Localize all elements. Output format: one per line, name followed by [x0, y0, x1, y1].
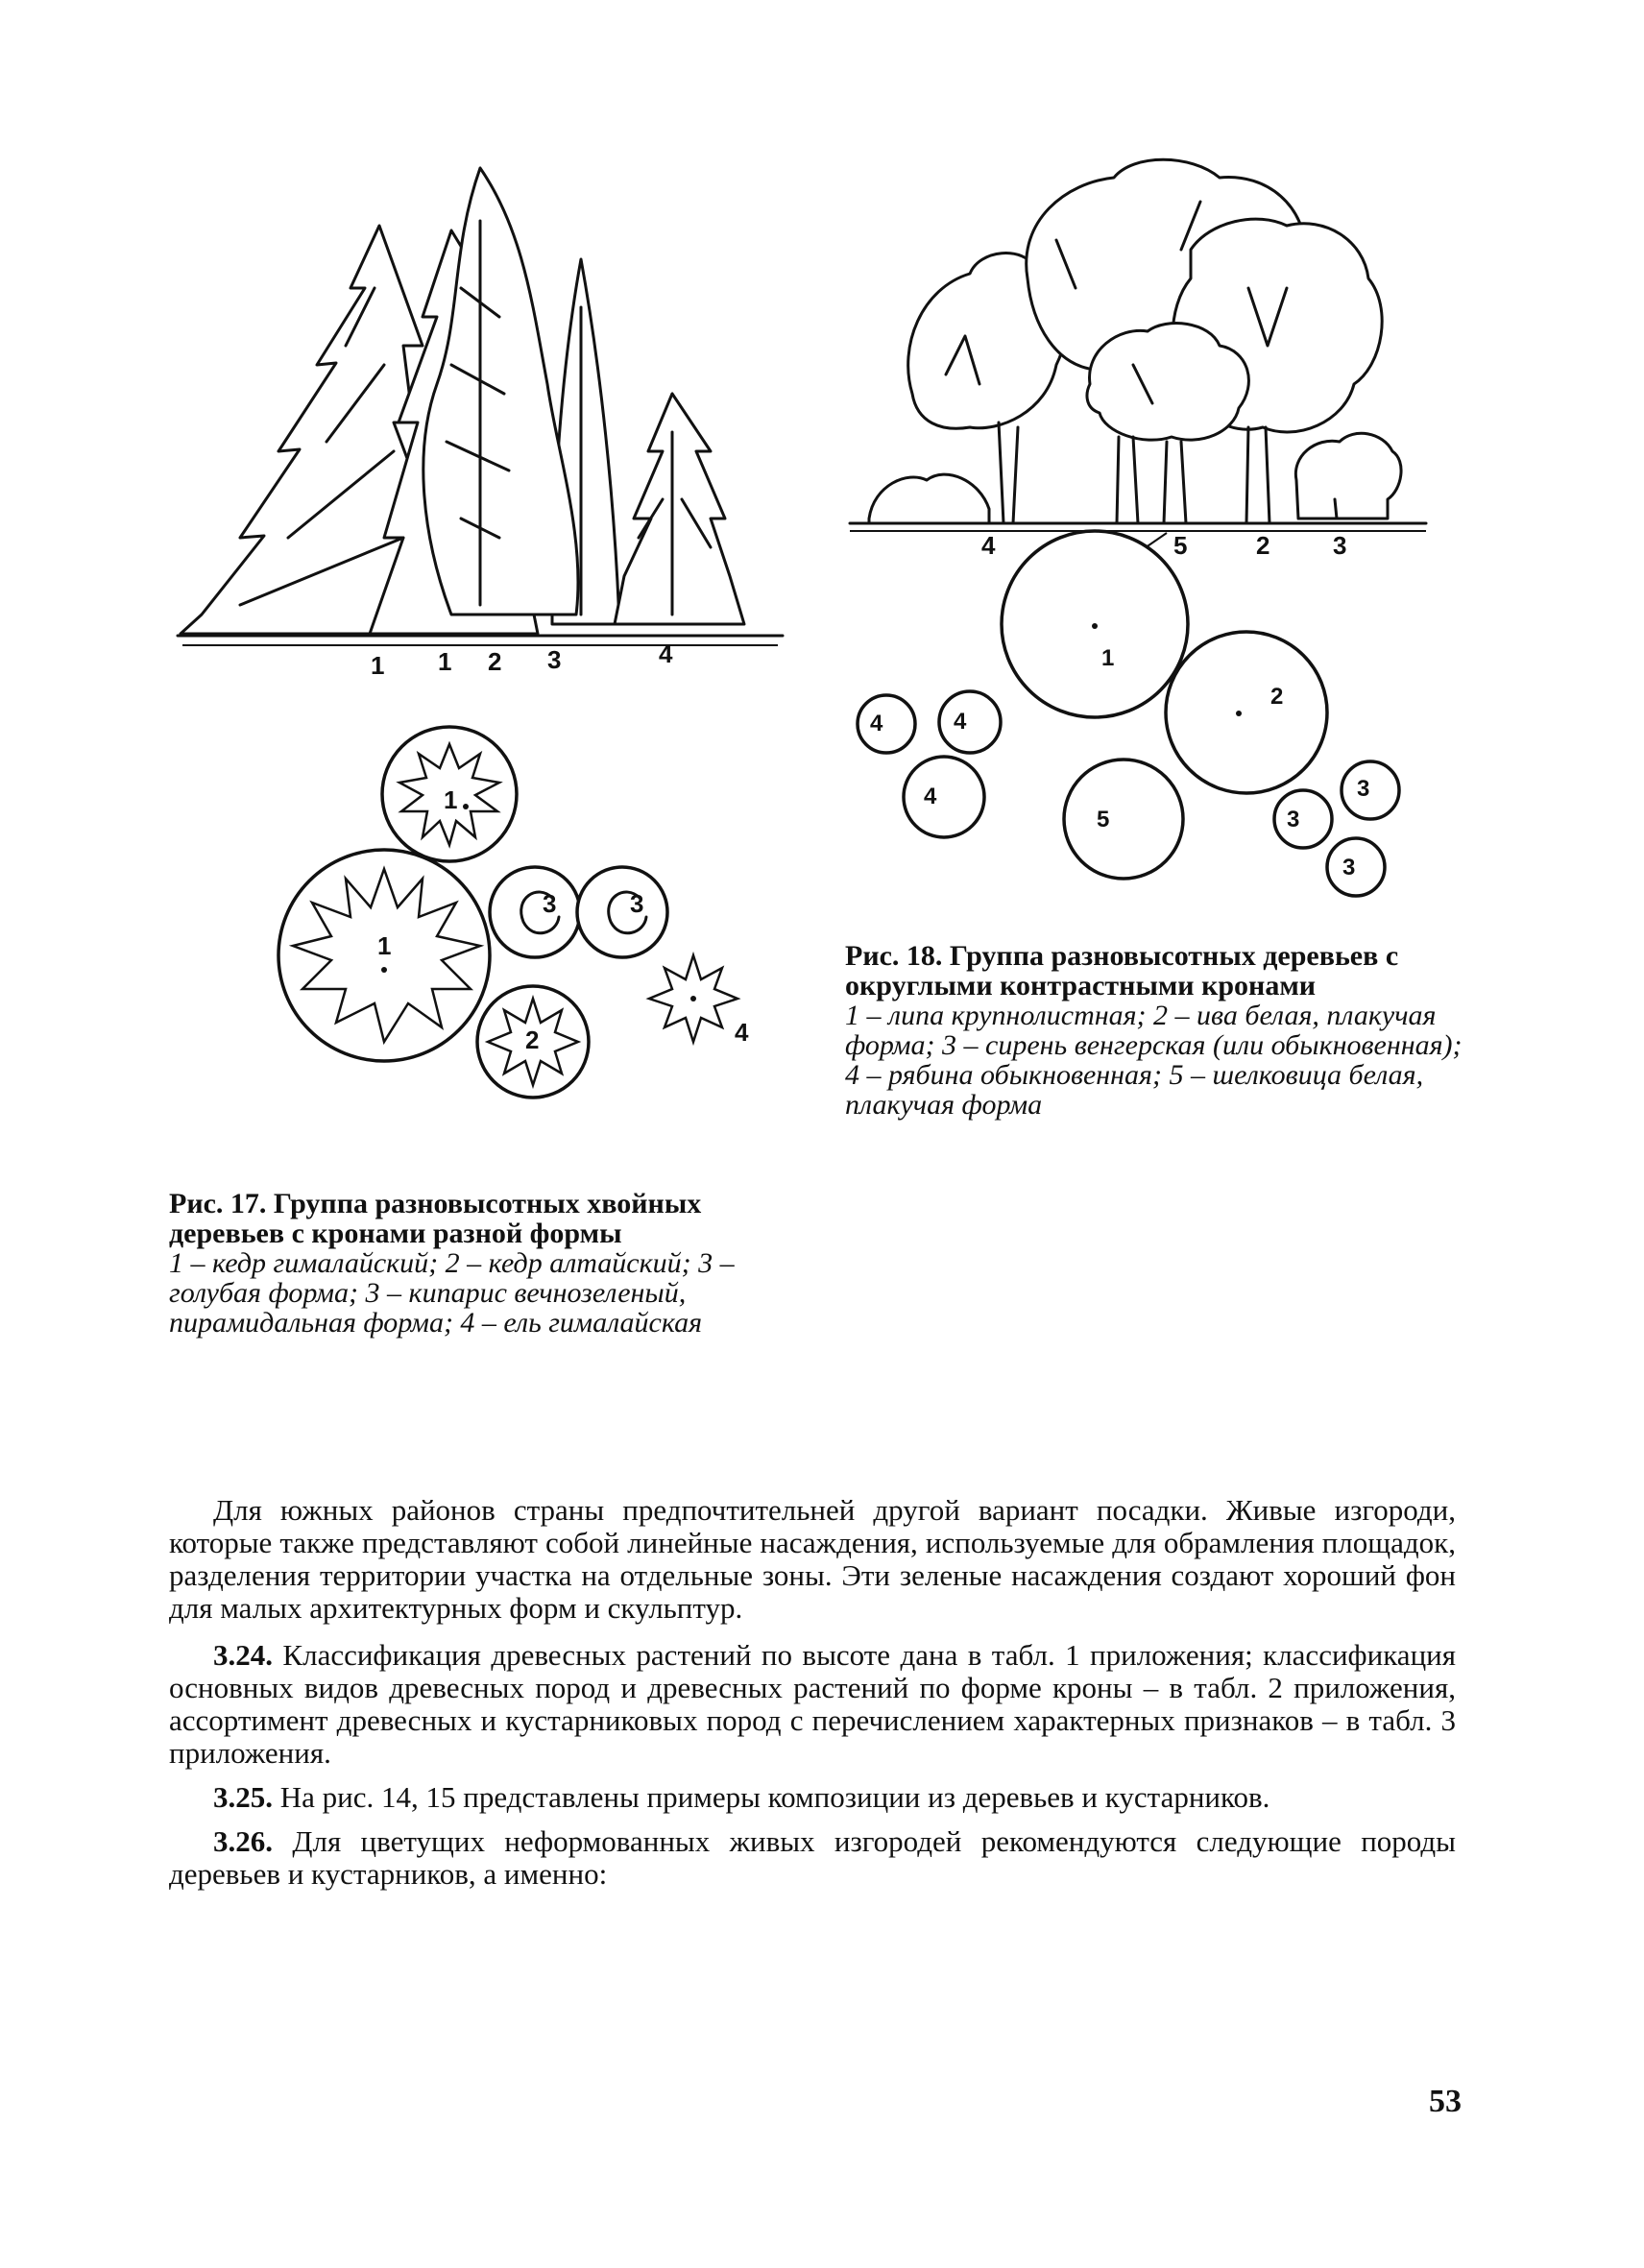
fig17-plan-label-3a: 3 [543, 889, 557, 918]
fig18-plan-label-1: 1 [1101, 645, 1115, 671]
fig18-plan-label-4c: 4 [924, 784, 937, 809]
fig17-elev-label-4: 4 [659, 639, 673, 668]
plan18-crown-4a [858, 695, 915, 753]
fig18-elev-label-2: 2 [1256, 531, 1270, 560]
paragraph-text: На рис. 14, 15 представлены примеры композиции из деревьев и кустарников. [279, 1780, 1270, 1814]
body-text [169, 1494, 1456, 1902]
fig17-caption-body: 1 – кедр гималайский; 2 – кедр алтайский; 3 – голубая форма; 3 – кипарис вечнозеленый, пирамидальная форма; 4 – ель гималайская [169, 1247, 735, 1339]
fig18-plan-label-4b: 4 [954, 709, 967, 735]
paragraph-3-26 [169, 1825, 1456, 1891]
plan18-crown-5 [1064, 760, 1183, 879]
fig17-plan-label-3b: 3 [630, 889, 644, 918]
fig18-elev-label-5: 5 [1173, 531, 1188, 560]
plan18-crown-4c [904, 757, 984, 837]
plan18-crown-3a [1342, 761, 1399, 819]
paragraph-text: Для цветущих неформованных живых изгородей рекомендуются следующие породы деревьев и кустарников, а именно: [169, 1824, 1457, 1891]
plan18-crown-2 [1166, 632, 1327, 793]
fig18-plan-label-4a: 4 [870, 711, 883, 736]
fig17-elev-label-2: 2 [488, 647, 502, 676]
plan18-crown-4b [939, 691, 1001, 753]
fig17-plan-label-1b: 1 [377, 931, 392, 960]
fig18-plan-label-3c: 3 [1342, 855, 1356, 881]
fig17-elev-label-1a: 1 [371, 651, 385, 680]
fig17-plan-label-4: 4 [735, 1018, 749, 1047]
clause-number: 3.24. [213, 1638, 273, 1672]
fig18-plan-label-3b: 3 [1287, 807, 1300, 832]
fig18-caption [845, 941, 1479, 1120]
paragraph-3-24 [169, 1639, 1456, 1770]
fig18-elev-label-4: 4 [981, 531, 996, 560]
fig17-caption-title: Рис. 17. Группа разновысотных хвойных деревьев с кронами разной формы [169, 1188, 702, 1249]
paragraph-3-25 [169, 1781, 1456, 1814]
fig18-plan-label-3a: 3 [1357, 776, 1370, 802]
fig17-plan-label-1a: 1 [444, 785, 458, 814]
fig18-plan-label-2: 2 [1270, 684, 1284, 710]
fig18-elev-label-3: 3 [1333, 531, 1347, 560]
page-number: 53 [1429, 2084, 1462, 2119]
fig17-elev-label-1b: 1 [438, 647, 452, 676]
clause-number: 3.26. [213, 1824, 273, 1858]
fig17-plan-label-2: 2 [525, 1025, 540, 1054]
fig18-plan-label-5: 5 [1097, 807, 1110, 832]
paragraph-text: Классификация древесных растений по высоте дана в табл. 1 приложения; классификация основных видов древесных пород и древесных растений по форме кроны – в табл. 2 приложения, ассортимент древесных и кустарниковых пород с перечислением характерных признаков – в табл. 3 приложения. [169, 1638, 1457, 1770]
clause-number: 3.25. [213, 1780, 273, 1814]
fig17-elev-label-3: 3 [547, 645, 562, 674]
plan18-crown-3c [1327, 838, 1385, 896]
plan18-crown-3b [1274, 790, 1332, 848]
fig18-caption-title: Рис. 18. Группа разновысотных деревьев с округлыми контрастными кронами [845, 940, 1399, 1001]
paragraph-1: Для южных районов страны предпочтительней другой вариант посадки. Живые изгороди, которые также представляют собой линейные насаждения, используемые для обрамления площадок, разделения территории участка на отдельные зоны. Эти зеленые насаждения создают хороший фон для малых архитектурных форм и скульптур. [169, 1493, 1456, 1625]
fig18-caption-body: 1 – липа крупнолистная; 2 – ива белая, плакучая форма; 3 – сирень венгерская (или обыкновенная); 4 – рябина обыкновенная; 5 – шелковица белая, плакучая форма [845, 1000, 1463, 1121]
